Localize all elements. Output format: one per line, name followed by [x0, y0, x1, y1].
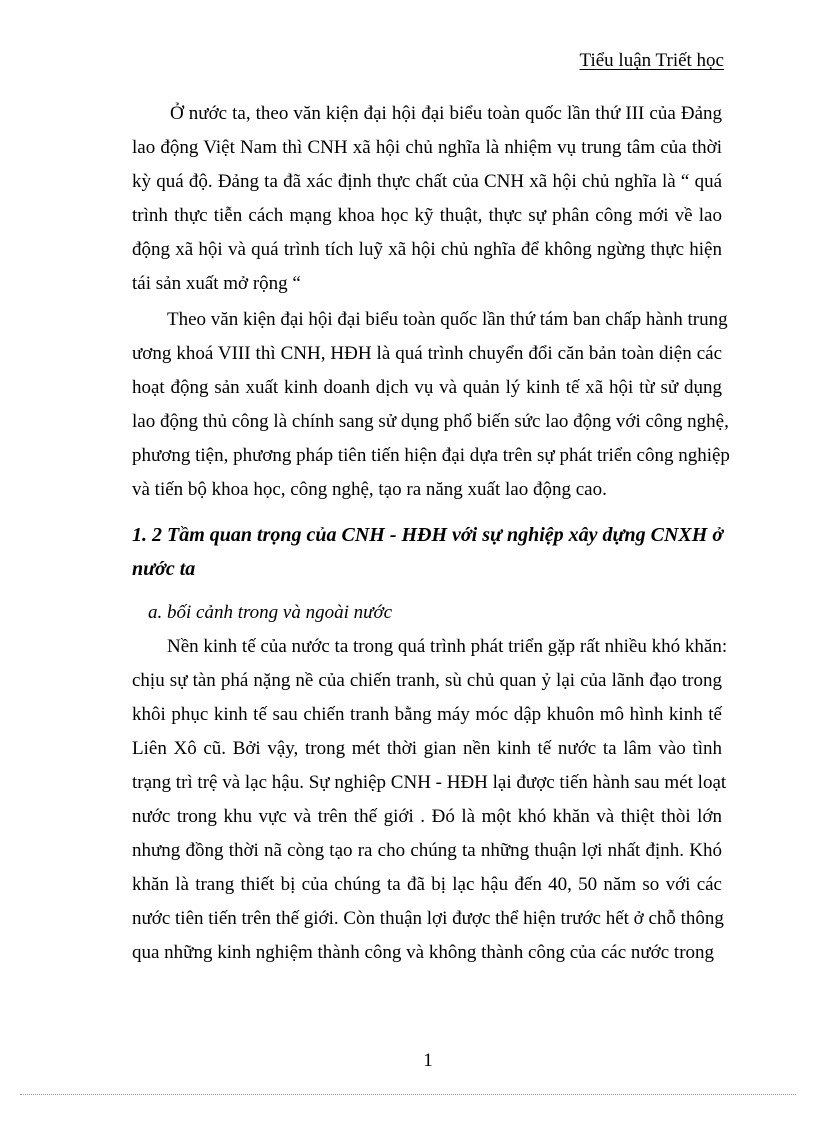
page-number: 1	[423, 1050, 433, 1071]
text-line: lao động Việt Nam thì CNH xã hội chủ nghĩa là nhiệm vụ trung tâm của thời	[132, 137, 722, 158]
section-heading	[132, 518, 722, 586]
text-line: Nền kinh tế của nước ta trong quá trình phát triển gặp rất nhiều khó khăn:	[167, 636, 728, 657]
text-line: và tiến bộ khoa học, công nghệ, tạo ra năng xuất lao động cao.	[132, 479, 607, 500]
heading-line: 1. 2 Tầm quan trọng của CNH - HĐH với sự nghiệp xây dựng CNXH ở	[132, 524, 724, 546]
text-line: trạng trì trệ và lạc hậu. Sự nghiệp CNH - HĐH lại được tiến hành sau mét loạt	[132, 772, 727, 793]
text-line: Theo văn kiện đại hội đại biểu toàn quốc lần thứ tám ban chấp hành trung	[167, 309, 728, 330]
text-line: trình thực tiễn cách mạng khoa học kỹ thuật, thực sự phân công mới về lao	[132, 205, 722, 226]
text-line: tái sản xuất mở rộng “	[132, 273, 301, 294]
footer-divider	[20, 1094, 796, 1095]
paragraph-3	[132, 630, 728, 970]
text-line: khôi phục kinh tế sau chiến tranh bằng máy móc dập khuôn mô hình kinh tế	[132, 704, 722, 725]
text-line: nhưng đồng thời nã còng tạo ra cho chúng ta những thuận lợi nhất định. Khó	[132, 840, 722, 861]
text-line: khăn là trang thiết bị của chúng ta đã bị lạc hậu đến 40, 50 năm so với các	[132, 874, 722, 895]
text-line: qua những kinh nghiệm thành công và không thành công của các nước trong	[132, 942, 715, 963]
text-line: kỳ quá độ. Đảng ta đã xác định thực chất của CNH xã hội chủ nghĩa là “ quá	[132, 171, 722, 192]
subheading: a. bối cảnh trong và ngoài nước	[148, 602, 393, 623]
text-line: nước trong khu vực và trên thế giới . Đó là một khó khăn và thiệt thòi lớn	[132, 806, 722, 827]
text-line: Ở nước ta, theo văn kiện đại hội đại biểu toàn quốc lần thứ III của Đảng	[170, 103, 722, 124]
text-line: Liên Xô cũ. Bởi vậy, trong mét thời gian nền kinh tế nước ta lâm vào tình	[132, 738, 722, 759]
text-line: chịu sự tàn phá nặng nề của chiến tranh, sù chủ quan ỷ lại của lãnh đạo trong	[132, 670, 722, 691]
paragraph-2	[132, 303, 730, 507]
text-line: ương khoá VIII thì CNH, HĐH là quá trình chuyển đổi căn bản toàn diện các	[132, 343, 722, 364]
text-line: phương tiện, phương pháp tiên tiến hiện đại dựa trên sự phát triển công nghiệp	[132, 445, 730, 466]
text-line: động xã hội và quá trình tích luỹ xã hội chủ nghĩa để không ngừng thực hiện	[132, 239, 722, 260]
text-line: nước tiên tiến trên thế giới. Còn thuận lợi được thể hiện trước hết ở chỗ thông	[132, 908, 724, 929]
paragraph-1	[132, 97, 722, 301]
text-line: hoạt động sản xuất kinh doanh dịch vụ và quản lý kinh tế xã hội từ sử dụng	[132, 377, 722, 398]
heading-line: nước ta	[132, 558, 196, 580]
text-line: lao động thủ công là chính sang sử dụng phổ biến sức lao động với công nghệ,	[132, 411, 729, 432]
document-header-title: Tiểu luận Triết học	[579, 50, 724, 71]
